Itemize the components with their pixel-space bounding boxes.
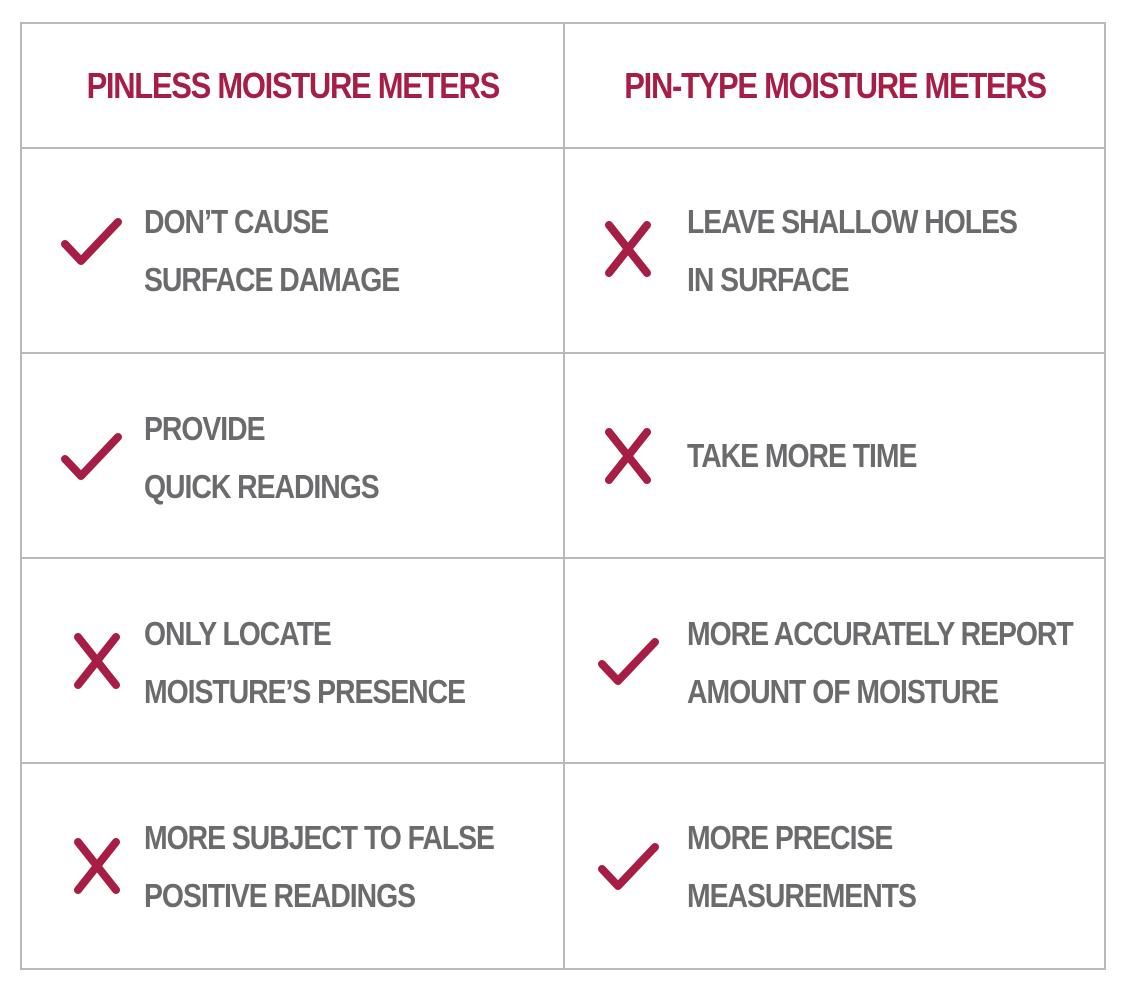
cell-text xyxy=(144,605,465,721)
cell-text xyxy=(687,605,1073,721)
x-icon xyxy=(601,219,655,279)
cell-text xyxy=(144,400,379,516)
cell-text-line: IN SURFACE xyxy=(687,261,849,298)
table-cell xyxy=(565,149,1106,352)
cell-text-line: DON’T CAUSE xyxy=(144,203,329,240)
cell-text-line: MEASUREMENTS xyxy=(687,877,916,914)
x-icon xyxy=(601,426,655,486)
cell-text xyxy=(687,193,1017,309)
cell-text-line: AMOUNT OF MOISTURE xyxy=(687,673,998,710)
check-icon xyxy=(597,836,661,900)
table-cell xyxy=(22,354,563,557)
cell-text-line: TAKE MORE TIME xyxy=(687,437,917,474)
header-pinless xyxy=(22,24,563,147)
table-cell xyxy=(565,764,1106,970)
table-cell xyxy=(565,354,1106,557)
cell-text xyxy=(687,427,916,485)
cell-text xyxy=(687,809,916,925)
cell-text-line: SURFACE DAMAGE xyxy=(144,261,400,298)
cell-text-line: MOISTURE’S PRESENCE xyxy=(144,673,466,710)
cell-text-line: QUICK READINGS xyxy=(144,468,379,505)
check-icon xyxy=(597,631,661,695)
x-icon xyxy=(70,631,124,691)
cell-text-line: ONLY LOCATE xyxy=(144,615,331,652)
cell-text-line: LEAVE SHALLOW HOLES xyxy=(687,203,1017,240)
cell-text xyxy=(144,809,494,925)
cell-text-line: MORE SUBJECT TO FALSE xyxy=(144,819,494,856)
table-cell xyxy=(22,149,563,352)
check-icon xyxy=(60,426,124,490)
cell-text-line: POSITIVE READINGS xyxy=(144,877,416,914)
table-cell xyxy=(22,559,563,762)
cell-text-line: PROVIDE xyxy=(144,410,265,447)
cell-text-line: MORE ACCURATELY REPORT xyxy=(687,615,1073,652)
table-cell xyxy=(22,764,563,970)
cell-text-line: MORE PRECISE xyxy=(687,819,893,856)
comparison-table xyxy=(20,22,1106,970)
table-cell xyxy=(565,559,1106,762)
header-pin-type-title: PIN-TYPE MOISTURE METERS xyxy=(624,64,1047,106)
cell-text xyxy=(144,193,399,309)
x-icon xyxy=(70,836,124,896)
header-pinless-title: PINLESS MOISTURE METERS xyxy=(86,64,499,106)
header-pin-type xyxy=(565,24,1106,147)
check-icon xyxy=(60,211,124,275)
